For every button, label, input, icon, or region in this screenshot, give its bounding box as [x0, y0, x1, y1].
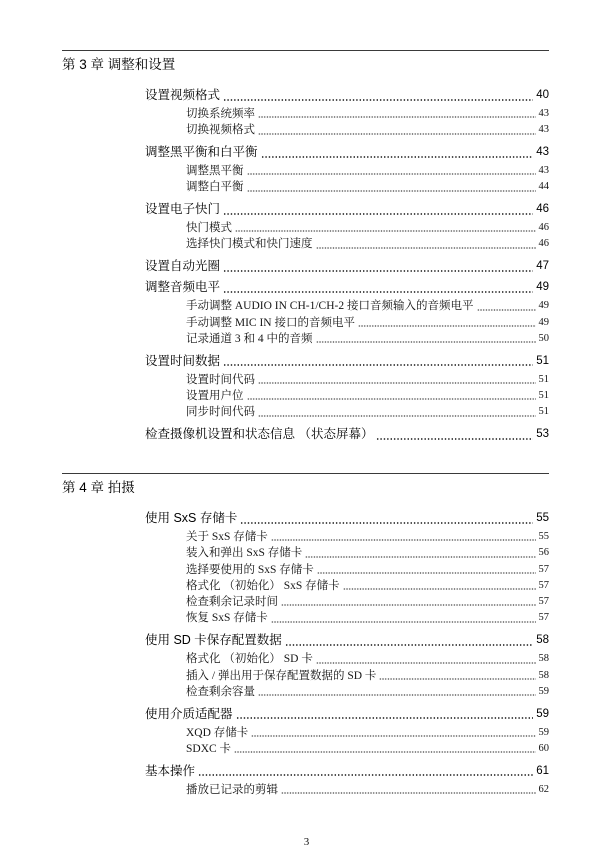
- toc-page-number: 49: [538, 316, 549, 328]
- toc-section-group: [145, 85, 549, 139]
- toc-page-number: 50: [538, 332, 549, 344]
- toc-subentry[interactable]: [186, 529, 549, 545]
- toc-entry-title: 调整白平衡: [186, 181, 244, 194]
- leader-dots: [251, 725, 535, 741]
- leader-dots: [240, 508, 533, 529]
- toc-page-number: 60: [538, 742, 549, 754]
- toc-entry-title: 检查摄像机设置和状态信息 （状态屏幕）: [145, 427, 374, 442]
- toc-entry-title: 选择要使用的 SxS 存储卡: [186, 563, 314, 576]
- leader-dots: [376, 424, 533, 445]
- toc-page-number: 62: [538, 783, 549, 795]
- toc-subentry[interactable]: [186, 684, 549, 700]
- toc-page-number: 57: [538, 579, 549, 591]
- toc-section-entry[interactable]: [145, 704, 549, 725]
- toc-subentries: [145, 782, 549, 798]
- toc-page-number: 58: [536, 634, 549, 647]
- toc-section-entry[interactable]: [145, 256, 549, 277]
- chapter-divider-line: [62, 473, 549, 474]
- toc-section-group: [145, 761, 549, 798]
- leader-dots: [198, 761, 533, 782]
- leader-dots: [281, 782, 536, 798]
- toc-subentries: [145, 372, 549, 421]
- toc-page-number: 51: [538, 389, 549, 401]
- toc-subentry[interactable]: [186, 179, 549, 195]
- toc-entry-title: 恢复 SxS 存储卡: [186, 612, 268, 625]
- toc-subentry[interactable]: [186, 545, 549, 561]
- leader-dots: [261, 142, 534, 163]
- toc-section-entry[interactable]: [145, 277, 549, 298]
- toc-entry-title: 关于 SxS 存储卡: [186, 531, 268, 543]
- toc-section-group: [145, 630, 549, 700]
- leader-dots: [305, 545, 535, 561]
- toc-section-entry[interactable]: [145, 142, 549, 163]
- toc-page-number: 44: [538, 181, 549, 193]
- toc-subentry[interactable]: [186, 106, 549, 122]
- leader-dots: [258, 684, 536, 700]
- toc-entry-title: 设置电子快门: [145, 202, 221, 217]
- toc-entry-title: 切换视频格式: [186, 124, 255, 137]
- toc-subentries: [145, 529, 549, 627]
- toc-subentry[interactable]: [186, 220, 549, 236]
- leader-dots: [285, 630, 533, 651]
- toc-section-entry[interactable]: [145, 630, 549, 651]
- toc-subentry[interactable]: [186, 404, 549, 420]
- toc-page-number: 58: [538, 669, 549, 681]
- toc-subentries: [145, 298, 549, 347]
- toc-subentry[interactable]: [186, 388, 549, 404]
- toc-page-number: 59: [536, 707, 549, 720]
- toc-subentry[interactable]: [186, 578, 549, 594]
- toc-page-number: 53: [536, 428, 549, 441]
- toc-entry-title: 基本操作: [145, 763, 196, 778]
- toc-entry-title: 播放已记录的剪辑: [186, 783, 278, 796]
- toc-subentry[interactable]: [186, 298, 549, 314]
- toc-subentry[interactable]: [186, 651, 549, 667]
- leader-dots: [258, 122, 536, 138]
- toc-subentry[interactable]: [186, 610, 549, 626]
- toc-page-number: 43: [538, 124, 549, 136]
- toc-page-number: 49: [538, 300, 549, 312]
- toc-section-entry[interactable]: [145, 351, 549, 372]
- toc-entry-title: 手动调整 MIC IN 接口的音频电平: [186, 316, 355, 329]
- toc-page-number: 55: [536, 512, 549, 524]
- chapter-3-block: [62, 50, 549, 445]
- toc-subentries: [145, 220, 549, 253]
- toc-page-number: 46: [538, 238, 549, 250]
- toc-list: [62, 85, 549, 445]
- leader-dots: [223, 199, 533, 220]
- chapter-heading: 第 4 章 拍摄: [62, 480, 135, 495]
- toc-section-group: [145, 256, 549, 277]
- toc-subentry[interactable]: [186, 668, 549, 684]
- toc-entry-title: 记录通道 3 和 4 中的音频: [186, 332, 313, 345]
- toc-subentry[interactable]: [186, 372, 549, 388]
- leader-dots: [258, 372, 536, 388]
- leader-dots: [258, 106, 536, 122]
- leader-dots: [343, 578, 536, 594]
- toc-subentry[interactable]: [186, 331, 549, 347]
- toc-page-number: 59: [538, 685, 549, 697]
- toc-page-number: 51: [538, 406, 549, 418]
- leader-dots: [316, 331, 536, 347]
- leader-dots: [258, 404, 536, 420]
- toc-subentry[interactable]: [186, 562, 549, 578]
- leader-dots: [271, 610, 536, 626]
- toc-subentries: [145, 651, 549, 700]
- toc-entry-title: 选择快门模式和快门速度: [186, 238, 313, 251]
- chapter-heading: 第 3 章 调整和设置: [62, 57, 176, 72]
- toc-page-number: 43: [538, 165, 549, 177]
- page-number: 3: [303, 836, 310, 848]
- chapter-divider-line: [62, 50, 549, 51]
- toc-section-group: [145, 508, 549, 627]
- toc-subentry[interactable]: [186, 741, 549, 757]
- leader-dots: [223, 85, 533, 106]
- toc-entry-title: SDXC 卡: [186, 742, 232, 755]
- toc-section-group: [145, 142, 549, 196]
- toc-subentry[interactable]: [186, 725, 549, 741]
- toc-section-entry[interactable]: [145, 424, 549, 445]
- toc-entry-title: 格式化 （初始化） SD 卡: [186, 653, 313, 666]
- toc-entry-title: 调整音频电平: [145, 280, 221, 295]
- toc-entry-title: 使用介质适配器: [145, 706, 233, 721]
- toc-section-group: [145, 704, 549, 758]
- toc-subentry[interactable]: [186, 122, 549, 138]
- toc-section-group: [145, 199, 549, 253]
- toc-entry-title: 检查剩余记录时间: [186, 596, 278, 609]
- toc-subentry[interactable]: [186, 163, 549, 179]
- leader-dots: [317, 562, 536, 578]
- leader-dots: [379, 668, 535, 684]
- leader-dots: [316, 236, 536, 252]
- toc-page-number: 55: [538, 531, 549, 542]
- toc-entry-title: 切换系统频率: [186, 108, 255, 120]
- toc-subentry[interactable]: [186, 782, 549, 798]
- toc-entry-title: 装入和弹出 SxS 存储卡: [186, 547, 303, 560]
- toc-subentries: [145, 725, 549, 758]
- leader-dots: [358, 315, 536, 331]
- toc-page-number: 49: [536, 281, 549, 294]
- toc-page-number: 56: [538, 547, 549, 559]
- toc-section-entry[interactable]: [145, 508, 549, 529]
- leader-dots: [247, 388, 536, 404]
- toc-page-number: 57: [538, 596, 549, 608]
- leader-dots: [236, 704, 534, 725]
- toc-entry-title: 调整黑平衡: [186, 165, 244, 178]
- toc-page-number: 61: [536, 764, 549, 777]
- toc-page-number: 46: [538, 222, 549, 234]
- toc-page-number: 43: [536, 146, 549, 159]
- toc-section-entry[interactable]: [145, 199, 549, 220]
- toc-entry-title: 设置自动光圈: [145, 259, 221, 274]
- toc-subentries: [145, 106, 549, 139]
- toc-page-number: 51: [538, 373, 549, 385]
- leader-dots: [271, 529, 536, 545]
- toc-entry-title: 使用 SD 卡保存配置数据: [145, 633, 282, 648]
- leader-dots: [223, 277, 533, 298]
- toc-page-number: 40: [536, 89, 549, 101]
- toc-page-number: 43: [538, 108, 549, 119]
- leader-dots: [477, 298, 536, 314]
- leader-dots: [247, 179, 536, 195]
- toc-entry-title: 设置用户位: [186, 389, 244, 402]
- toc-section-entry[interactable]: [145, 761, 549, 782]
- toc-entry-title: 手动调整 AUDIO IN CH-1/CH-2 接口音频输入的音频电平: [186, 300, 474, 313]
- toc-entry-title: 同步时间代码: [186, 406, 255, 419]
- toc-entry-title: 设置视频格式: [145, 88, 221, 102]
- toc-entry-title: 检查剩余容量: [186, 685, 255, 698]
- leader-dots: [234, 741, 535, 757]
- toc-entry-title: 快门模式: [186, 222, 232, 235]
- toc-subentry[interactable]: [186, 236, 549, 252]
- leader-dots: [235, 220, 536, 236]
- toc-page-number: 58: [538, 653, 549, 665]
- toc-entry-title: 格式化 （初始化） SxS 存储卡: [186, 579, 340, 592]
- chapter-4-block: [62, 473, 549, 802]
- toc-section-group: [145, 277, 549, 347]
- toc-entry-title: 设置时间代码: [186, 373, 255, 386]
- toc-section-entry[interactable]: [145, 85, 549, 106]
- leader-dots: [316, 651, 536, 667]
- toc-entry-title: XQD 存储卡: [186, 726, 249, 739]
- toc-subentry[interactable]: [186, 315, 549, 331]
- toc-subentry[interactable]: [186, 594, 549, 610]
- leader-dots: [247, 163, 536, 179]
- toc-page-number: 57: [538, 612, 549, 624]
- toc-page-number: 51: [536, 354, 549, 367]
- toc-page-number: 57: [538, 563, 549, 575]
- toc-page-number: 46: [536, 203, 549, 216]
- toc-entry-title: 调整黑平衡和白平衡: [145, 145, 258, 160]
- toc-page-number: 59: [538, 726, 549, 738]
- toc-section-group: [145, 351, 549, 421]
- toc-entry-title: 设置时间数据: [145, 353, 221, 368]
- toc-list: [62, 508, 549, 798]
- leader-dots: [223, 256, 533, 277]
- toc-entry-title: 插入 / 弹出用于保存配置数据的 SD 卡: [186, 669, 377, 682]
- toc-section-group: [145, 424, 549, 445]
- toc-page-number: 47: [536, 260, 549, 273]
- toc-subentries: [145, 163, 549, 196]
- toc-entry-title: 使用 SxS 存储卡: [145, 511, 238, 525]
- leader-dots: [223, 351, 533, 372]
- leader-dots: [281, 594, 536, 610]
